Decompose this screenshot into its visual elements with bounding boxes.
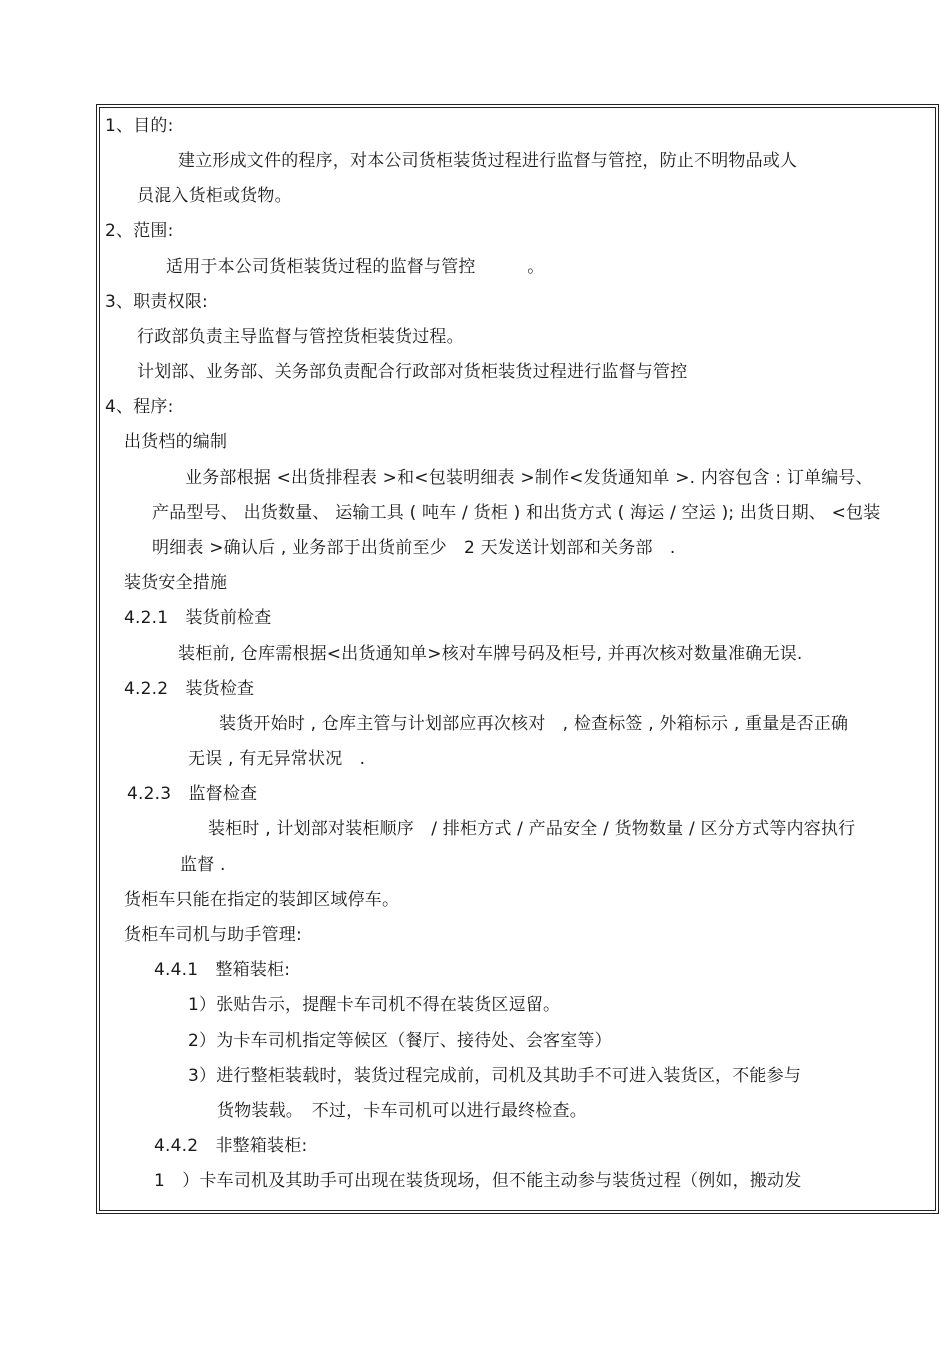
- responsibility-line-2: 计划部、业务部、关务部负责配合行政部对货柜装货过程进行监督与管控: [137, 362, 688, 382]
- shipping-docs-line-3: 明细表 >确认后 , 业务部于出货前至少 2 天发送计划部和关务部 .: [152, 538, 676, 558]
- shipping-docs-line-1: 业务部根据 <出货排程表 >和<包装明细表 >制作<发货通知单 >. 内容包含 : 订单编号、: [185, 468, 873, 488]
- driver-management-heading: 货柜车司机与助手管理:: [124, 925, 302, 945]
- heading-4-4-1: 4.4.1 整箱装柜:: [154, 960, 291, 980]
- full-container-item-2: 2）为卡车司机指定等候区（餐厅、接待处、会客室等）: [188, 1031, 612, 1051]
- full-container-item-3-line-1: 3）进行整柜装载时，装货过程完成前，司机及其助手不可进入装货区，不能参与: [188, 1066, 802, 1086]
- purpose-text-line-1: 建立形成文件的程序，对本公司货柜装货过程进行监督与管控，防止不明物品或人: [178, 151, 798, 171]
- responsibility-line-1: 行政部负责主导监督与管控货柜装货过程。: [137, 327, 464, 347]
- purpose-text-line-2: 员混入货柜或货物。: [137, 186, 292, 206]
- section-3-heading: 3、职责权限:: [105, 292, 208, 312]
- loading-check-line-2: 无误 , 有无异常状况 .: [188, 749, 366, 769]
- heading-4-4-2: 4.4.2 非整箱装柜:: [154, 1136, 308, 1156]
- subsection-safety-measures: 装货安全措施: [124, 573, 228, 593]
- subsection-shipping-docs: 出货档的编制: [124, 432, 228, 452]
- supervision-line-1: 装柜时 , 计划部对装柜顺序 / 排柜方式 / 产品安全 / 货物数量 / 区分方式等内容执行: [208, 819, 856, 839]
- heading-4-2-1: 4.2.1 装货前检查: [124, 608, 272, 628]
- section-2-heading: 2、范围:: [105, 221, 174, 241]
- loading-check-line-1: 装货开始时 , 仓库主管与计划部应再次核对 , 检查标签 , 外箱标示 , 重量是否正确: [219, 714, 849, 734]
- partial-container-item-1: 1 ）卡车司机及其助手可出现在装货现场，但不能主动参与装货过程（例如，搬动发: [154, 1171, 802, 1191]
- full-container-item-3-line-2: 货物装载。 不过，卡车司机可以进行最终检查。: [217, 1101, 587, 1121]
- heading-4-2-2: 4.2.2 装货检查: [124, 679, 255, 699]
- pre-loading-check-text: 装柜前, 仓库需根据<出货通知单>核对车牌号码及柜号, 并再次核对数量准确无误.: [178, 644, 803, 664]
- section-1-heading: 1、目的:: [105, 116, 174, 136]
- supervision-line-2: 监督 .: [180, 855, 226, 875]
- full-container-item-1: 1）张贴告示，提醒卡车司机不得在装货区逗留。: [188, 995, 561, 1015]
- heading-4-2-3: 4.2.3 监督检查: [127, 784, 258, 804]
- parking-rule-text: 货柜车只能在指定的装卸区域停车。: [124, 890, 400, 910]
- section-4-heading: 4、程序:: [105, 397, 174, 417]
- scope-text: 适用于本公司货柜装货过程的监督与管控 。: [166, 257, 545, 277]
- shipping-docs-line-2: 产品型号、 出货数量、 运输工具 ( 吨车 / 货柜 ) 和出货方式 ( 海运 / 空运 ); 出货日期、 <包装: [152, 503, 881, 523]
